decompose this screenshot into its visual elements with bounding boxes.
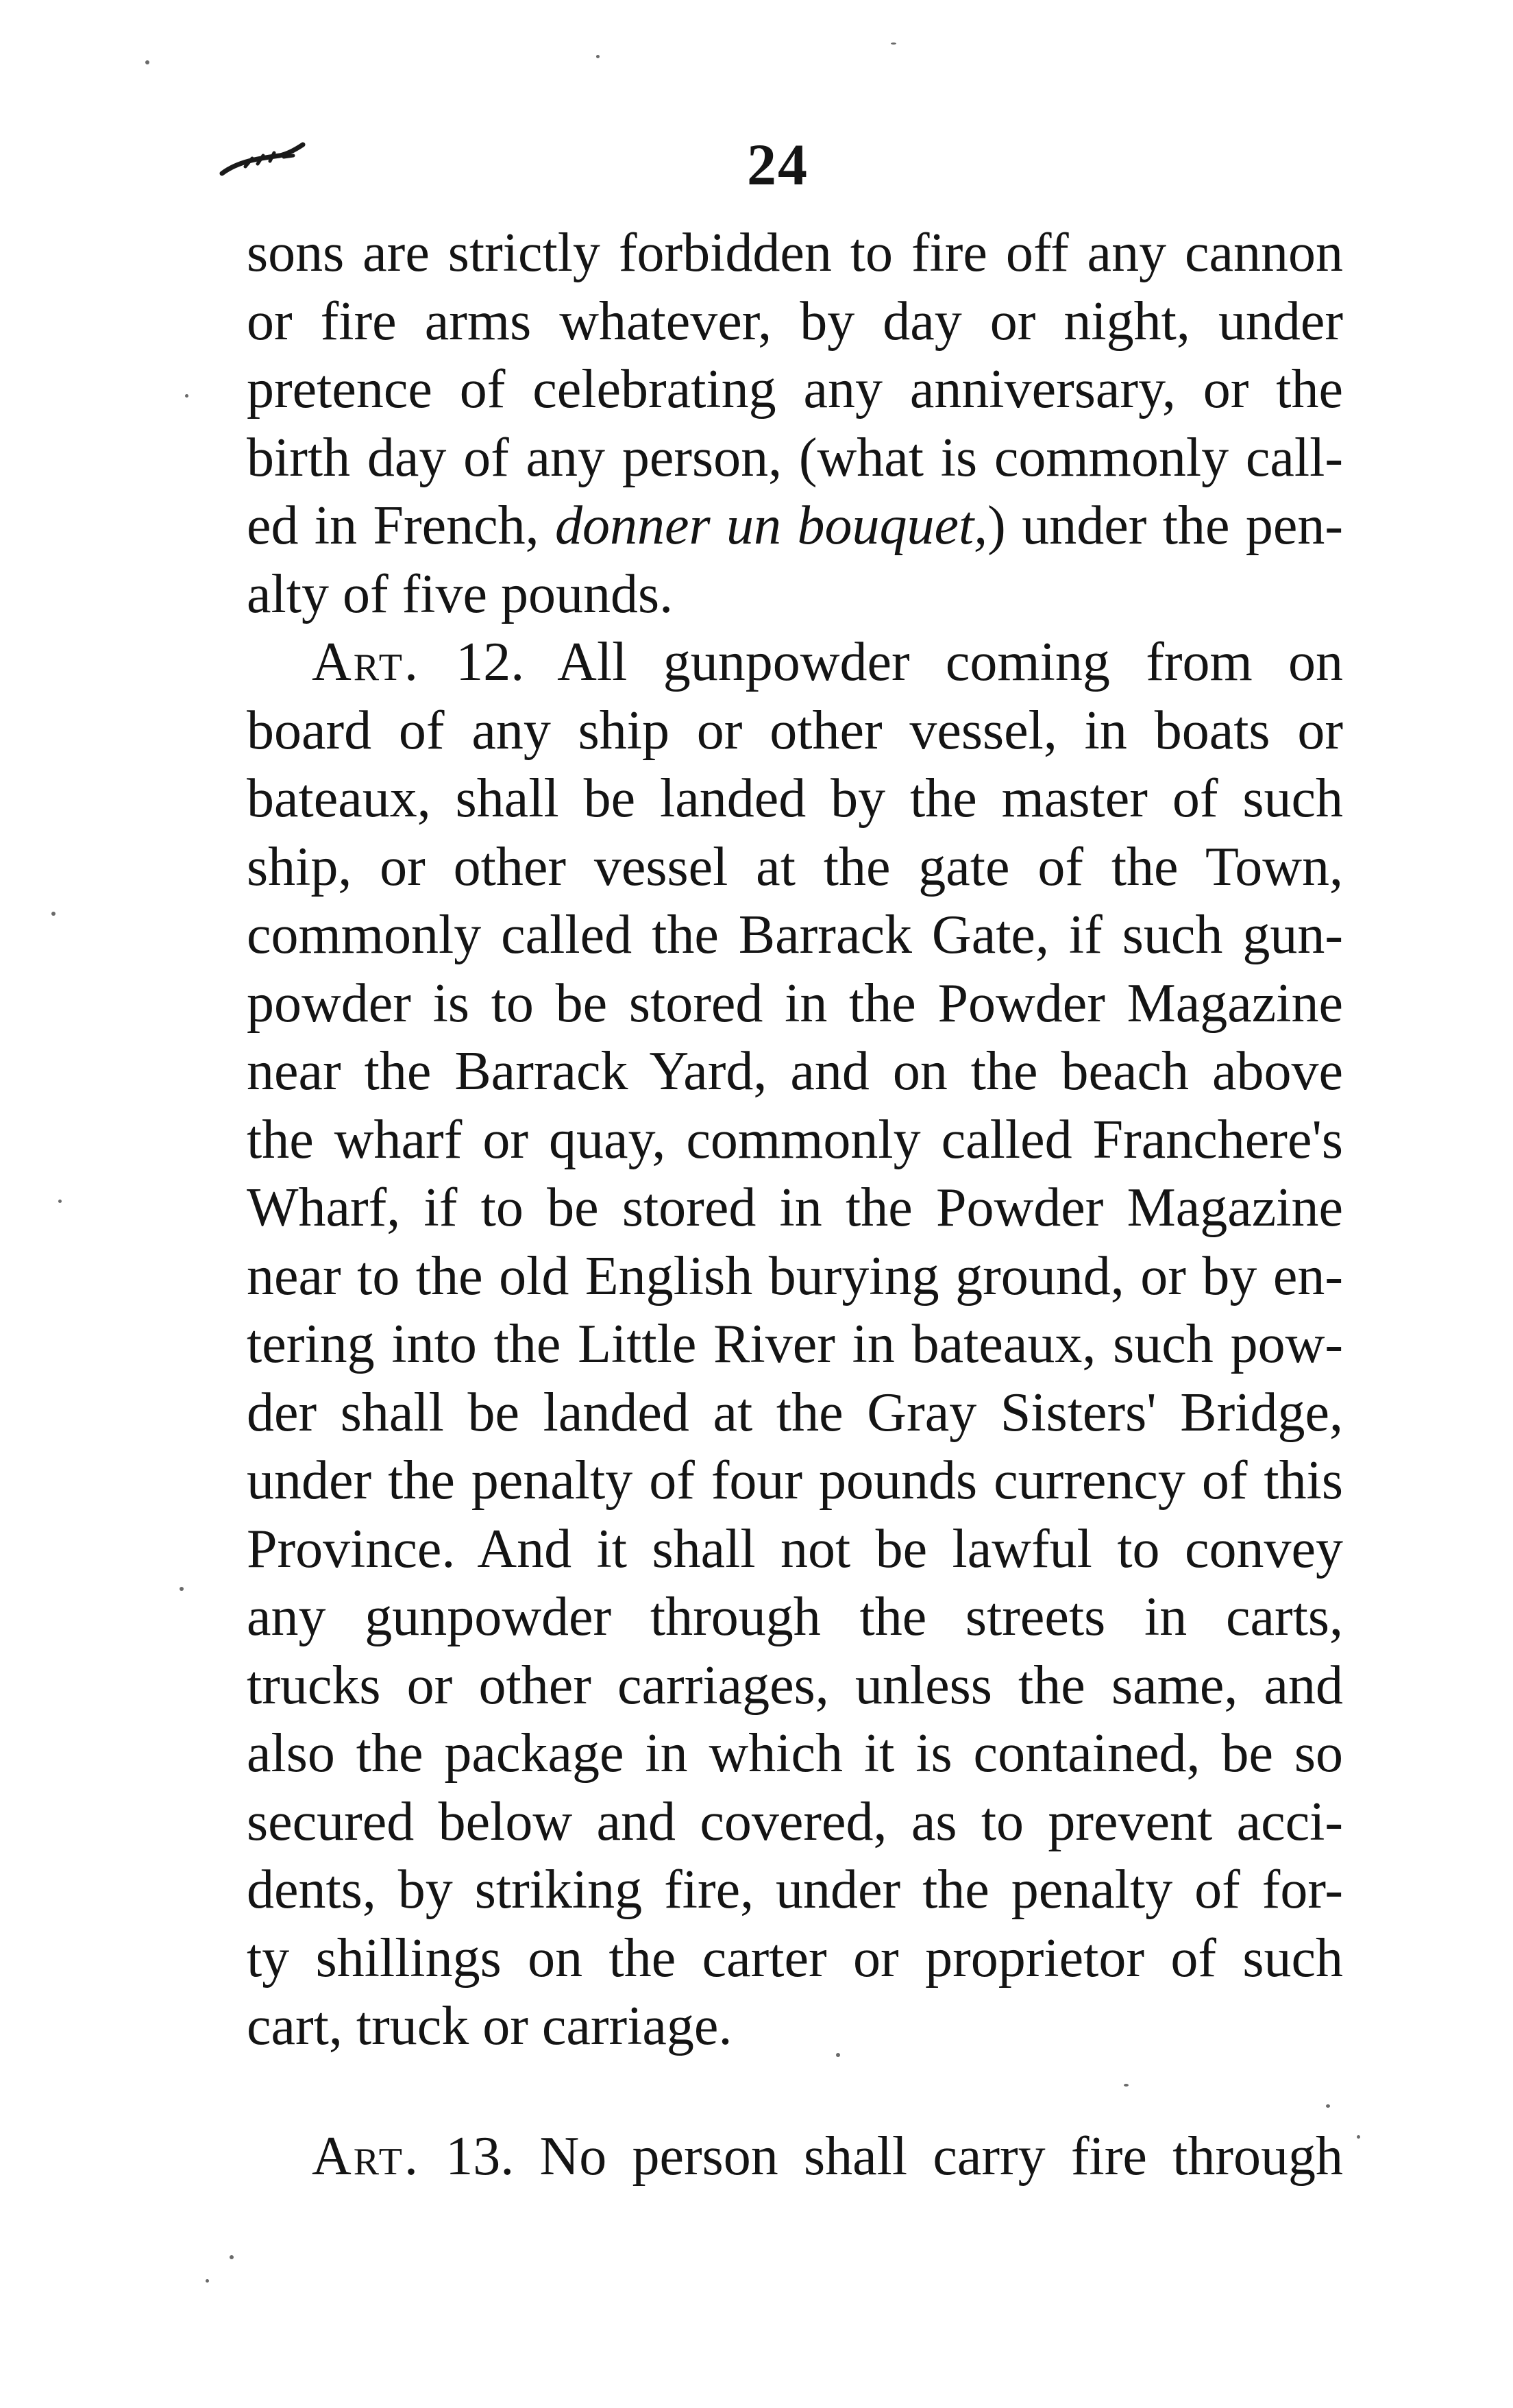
text-line: cart, truck or carriage. [247,1996,733,2056]
text-segment: ) under the pen- [987,496,1343,556]
text-line: Province. And it shall not be lawful to convey [247,1518,1343,1579]
print-speck [58,1200,62,1203]
article-13-heading-line [247,2123,1343,2191]
print-speck [185,394,188,398]
text-line: der shall be landed at the Gray Sisters' Bridge, [247,1382,1343,1443]
text-line [247,492,1343,561]
text-line: any gunpowder through the streets in carts, [247,1587,1343,1647]
text-line: dents, by striking fire, under the penalty of for- [247,1860,1343,1920]
print-speck [230,2255,234,2259]
print-speck [51,912,56,916]
text-line: pretence of celebrating any anniversary, or the [247,359,1343,419]
print-speck [145,60,149,64]
text-segment: No person shall carry fire through [539,2126,1344,2187]
article-number: 12. [456,632,525,692]
text-line: tering into the Little River in bateaux, such pow- [247,1314,1343,1374]
text-line: powder is to be stored in the Powder Magazine [247,973,1343,1034]
page-number: 24 [747,132,809,197]
text-line: alty of five pounds. [247,563,674,624]
print-speck [596,55,600,58]
print-speck [206,2279,209,2283]
article-12-heading-line [247,629,1343,697]
text-line: secured below and covered, as to prevent acci- [247,1791,1343,1852]
italic-phrase: donner un bouquet, [555,496,988,556]
text-line: board of any ship or other vessel, in boats or [247,700,1343,761]
text-line: near the Barrack Yard, and on the beach above [247,1041,1343,1102]
text-line: commonly called the Barrack Gate, if such gun- [247,905,1343,965]
text-segment: ed in French, [247,496,556,556]
print-speck [836,2053,840,2057]
text-line: Wharf, if to be stored in the Powder Magazine [247,1178,1343,1238]
article-label: Art. [312,2126,420,2187]
printer-ornament-icon [218,141,307,182]
print-speck [1124,2084,1129,2087]
text-line: ship, or other vessel at the gate of the Town, [247,836,1343,897]
text-line: also the package in which it is contained, be so [247,1723,1343,1784]
text-line: bateaux, shall be landed by the master of such [247,768,1343,829]
text-line: the wharf or quay, commonly called Franchere's [247,1109,1343,1170]
text-line: under the penalty of four pounds currency of this [247,1450,1343,1511]
text-line: near to the old English burying ground, or by en- [247,1245,1343,1306]
text-line: trucks or other carriages, unless the same, and [247,1655,1343,1716]
text-line: birth day of any person, (what is commonly call- [247,427,1343,488]
article-number: 13. [445,2126,515,2187]
print-speck [1357,2135,1360,2139]
print-speck [1326,2104,1330,2108]
text-line: sons are strictly forbidden to fire off any cannon [247,223,1343,283]
text-segment: All gunpowder coming from on [557,632,1343,692]
paragraph-gap [247,2061,1343,2123]
text-line: or fire arms whatever, by day or night, under [247,291,1343,352]
body-text [247,219,1343,2191]
print-speck [180,1587,184,1591]
print-speck [891,42,896,45]
article-label: Art. [312,632,420,692]
text-line: ty shillings on the carter or proprietor of such [247,1927,1343,1989]
